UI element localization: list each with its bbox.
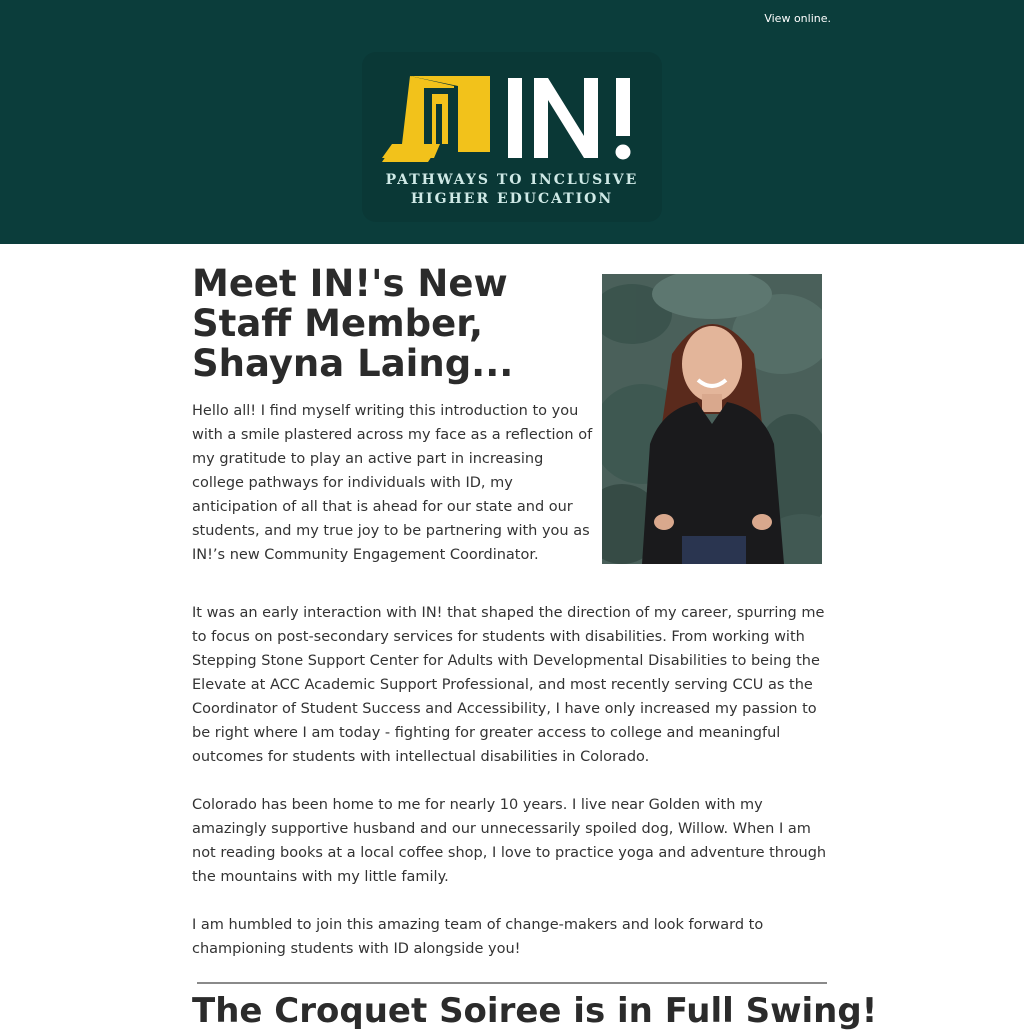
email-header bbox=[0, 0, 1024, 244]
section-divider bbox=[197, 982, 827, 984]
view-online-link[interactable]: View online. bbox=[764, 12, 831, 25]
in-logo bbox=[362, 52, 662, 222]
body-paragraph-3: I am humbled to join this amazing team of change-makers and look forward to championing students with ID alongside you! bbox=[192, 917, 764, 957]
logo-tagline-line2: HIGHER EDUCATION bbox=[410, 191, 614, 207]
staff-photo bbox=[602, 274, 822, 564]
article-title: Meet IN!'s New Staff Member, Shayna Laing... bbox=[192, 262, 514, 385]
logo-tagline-line1: PATHWAYS TO INCLUSIVE bbox=[385, 172, 639, 188]
intro-paragraph: Hello all! I find myself writing this introduction to you with a smile plastered across my face as a reflection of my gratitude to play an active part in increasing college pathways for individuals with ID, my anticipation of all that is ahead for our state and our students, and my true joy to be partnering with you as IN!’s new Community Engagement Coordinator. bbox=[192, 403, 593, 563]
body-paragraph-2: Colorado has been home to me for nearly 10 years. I live near Golden with my amazingly supportive husband and our unnecessarily spoiled dog, Willow. When I am not reading books at a local coffee shop, I love to practice yoga and adventure through the mountains with my little family. bbox=[192, 797, 827, 885]
body-paragraph-1: It was an early interaction with IN! that shaped the direction of my career, spurring me to focus on post-secondary services for students with disabilities. From working with Stepping Stone Support Center for Adults with Developmental Disabilities to being the Elevate at ACC Academic Support Professional, and most recently serving CCU as the Coordinator of Student Success and Accessibility, I have only increased my passion to be right where I am today - fighting for greater access to college and meaningful outcomes for students with intellectual disabilities in Colorado. bbox=[192, 605, 825, 765]
section-heading-croquet: The Croquet Soiree is in Full Swing! bbox=[192, 991, 878, 1031]
